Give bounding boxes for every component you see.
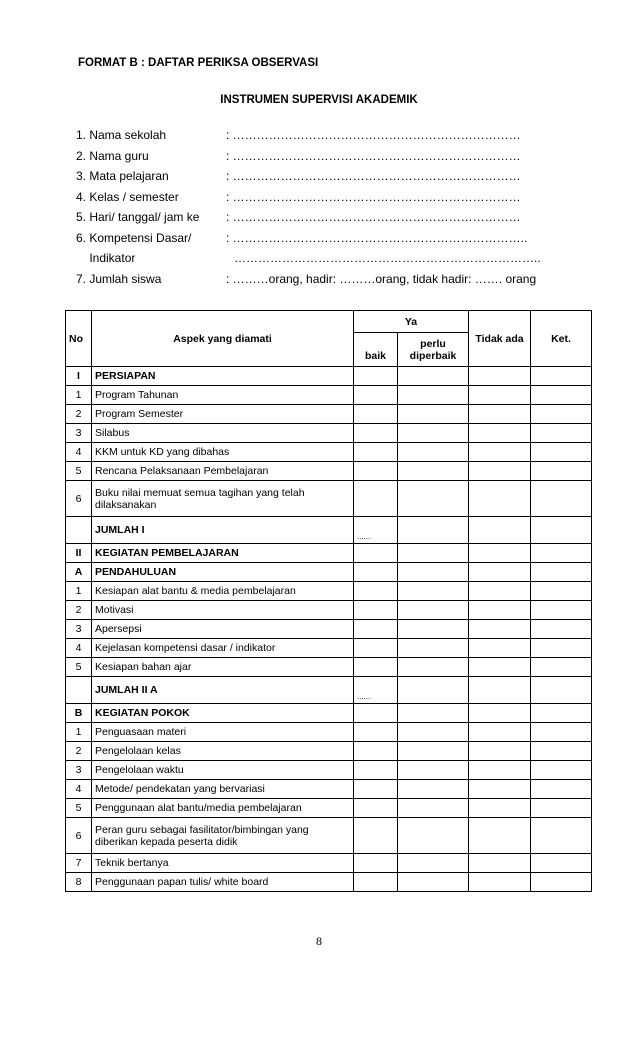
baik-cell[interactable]: [354, 704, 398, 723]
field-label: 6. Kompetensi Dasar/: [76, 230, 192, 245]
ket-cell[interactable]: [531, 386, 592, 405]
field-value: : ………………………………………………………………: [226, 128, 521, 142]
perlu-cell[interactable]: [398, 424, 469, 443]
row-number: [66, 517, 92, 544]
table-row: [66, 742, 592, 761]
table-row: [66, 544, 592, 563]
table-row: [66, 582, 592, 601]
header-tidak-ada: Tidak ada: [469, 311, 531, 367]
baik-cell[interactable]: [354, 386, 398, 405]
row-number: 4: [66, 639, 92, 658]
row-aspect: Pengelolaan kelas: [92, 742, 354, 761]
baik-cell[interactable]: [354, 658, 398, 677]
field-row: [76, 190, 576, 211]
row-number: 1: [66, 582, 92, 601]
header-baik: baik: [354, 333, 398, 367]
table-row: [66, 780, 592, 799]
baik-cell[interactable]: [354, 818, 398, 854]
baik-cell[interactable]: [354, 799, 398, 818]
ket-cell[interactable]: [531, 582, 592, 601]
tidak-ada-cell[interactable]: [469, 761, 531, 780]
row-number: 6: [66, 818, 92, 854]
field-label: Indikator: [76, 251, 136, 265]
tidak-ada-cell[interactable]: [469, 873, 531, 892]
field-row: [76, 231, 576, 252]
table-row: [66, 601, 592, 620]
row-aspect: KKM untuk KD yang dibahas: [92, 443, 354, 462]
baik-cell[interactable]: [354, 873, 398, 892]
baik-cell[interactable]: [354, 462, 398, 481]
tidak-ada-cell[interactable]: [469, 742, 531, 761]
tidak-ada-cell[interactable]: [469, 620, 531, 639]
ket-cell[interactable]: [531, 481, 592, 517]
ket-cell[interactable]: [531, 367, 592, 386]
header-ya: Ya: [354, 311, 469, 333]
ket-cell[interactable]: [531, 405, 592, 424]
field-value: : ………………………………………………………………: [226, 169, 521, 183]
field-label: 5. Hari/ tanggal/ jam ke: [76, 210, 200, 224]
field-label: 2. Nama guru: [76, 148, 149, 163]
baik-cell[interactable]: [354, 639, 398, 658]
row-aspect: KEGIATAN POKOK: [92, 704, 354, 723]
tidak-ada-cell[interactable]: [469, 723, 531, 742]
tidak-ada-cell[interactable]: [469, 818, 531, 854]
tidak-ada-cell[interactable]: [469, 424, 531, 443]
baik-cell[interactable]: [354, 563, 398, 582]
table-row: [66, 677, 592, 704]
baik-cell[interactable]: [354, 405, 398, 424]
row-number: 1: [66, 386, 92, 405]
field-label: 1. Nama sekolah: [76, 128, 167, 142]
tidak-ada-cell[interactable]: [469, 544, 531, 563]
field-value: …………………………………………………………………..: [234, 251, 541, 265]
row-aspect: Kesiapan bahan ajar: [92, 658, 354, 677]
baik-cell[interactable]: [354, 761, 398, 780]
row-number: 5: [66, 462, 92, 481]
row-aspect: Kesiapan alat bantu & media pembelajaran: [92, 582, 354, 601]
perlu-cell[interactable]: [398, 620, 469, 639]
row-number: [66, 677, 92, 704]
format-title: FORMAT B : DAFTAR PERIKSA OBSERVASI: [78, 57, 319, 69]
perlu-cell[interactable]: [398, 563, 469, 582]
baik-cell[interactable]: [354, 601, 398, 620]
tidak-ada-cell[interactable]: [469, 443, 531, 462]
row-aspect: Buku nilai memuat semua tagihan yang telah dilaksanakan: [92, 481, 354, 517]
row-aspect: Penguasaan materi: [92, 723, 354, 742]
baik-cell[interactable]: [354, 367, 398, 386]
table-row: [66, 405, 592, 424]
baik-cell[interactable]: [354, 780, 398, 799]
table-row: [66, 481, 592, 517]
header-ket: Ket.: [531, 311, 592, 367]
ket-cell[interactable]: [531, 563, 592, 582]
row-aspect: Program Tahunan: [92, 386, 354, 405]
row-aspect: Silabus: [92, 424, 354, 443]
perlu-cell[interactable]: [398, 761, 469, 780]
perlu-cell[interactable]: [398, 386, 469, 405]
table-row: [66, 443, 592, 462]
table-row: [66, 367, 592, 386]
baik-cell[interactable]: [354, 424, 398, 443]
perlu-cell[interactable]: [398, 367, 469, 386]
row-number: 2: [66, 601, 92, 620]
ket-cell[interactable]: [531, 723, 592, 742]
perlu-cell[interactable]: [398, 723, 469, 742]
tidak-ada-cell[interactable]: [469, 601, 531, 620]
tidak-ada-cell[interactable]: [469, 854, 531, 873]
perlu-cell[interactable]: [398, 639, 469, 658]
perlu-cell[interactable]: [398, 818, 469, 854]
baik-cell[interactable]: ......: [354, 677, 398, 704]
ket-cell[interactable]: [531, 517, 592, 544]
row-aspect: Metode/ pendekatan yang bervariasi: [92, 780, 354, 799]
perlu-cell[interactable]: [398, 481, 469, 517]
row-number: I: [66, 367, 92, 386]
perlu-cell[interactable]: [398, 742, 469, 761]
row-aspect: JUMLAH I: [92, 517, 354, 544]
row-number: 8: [66, 873, 92, 892]
ket-cell[interactable]: [531, 799, 592, 818]
row-aspect: PERSIAPAN: [92, 367, 354, 386]
row-aspect: Peran guru sebagai fasilitator/bimbingan yang diberikan kepada peserta didik: [92, 818, 354, 854]
row-aspect: Apersepsi: [92, 620, 354, 639]
tidak-ada-cell[interactable]: [469, 704, 531, 723]
baik-cell[interactable]: [354, 854, 398, 873]
row-aspect: Penggunaan papan tulis/ white board: [92, 873, 354, 892]
ket-cell[interactable]: [531, 620, 592, 639]
table-row: [66, 620, 592, 639]
field-label: 4. Kelas / semester: [76, 189, 179, 204]
tidak-ada-cell[interactable]: [469, 677, 531, 704]
perlu-cell[interactable]: [398, 582, 469, 601]
row-number: B: [66, 704, 92, 723]
baik-cell[interactable]: [354, 723, 398, 742]
tidak-ada-cell[interactable]: [469, 639, 531, 658]
ket-cell[interactable]: [531, 818, 592, 854]
perlu-cell[interactable]: [398, 517, 469, 544]
field-row: [76, 210, 576, 231]
perlu-cell[interactable]: [398, 854, 469, 873]
row-aspect: Pengelolaan waktu: [92, 761, 354, 780]
header-no: No: [66, 311, 92, 367]
ket-cell[interactable]: [531, 854, 592, 873]
field-row: [76, 272, 576, 293]
row-aspect: Teknik bertanya: [92, 854, 354, 873]
tidak-ada-cell[interactable]: [469, 462, 531, 481]
table-row: [66, 563, 592, 582]
table-row: [66, 704, 592, 723]
ket-cell[interactable]: [531, 761, 592, 780]
baik-cell[interactable]: [354, 443, 398, 462]
row-number: 5: [66, 799, 92, 818]
field-label: 3. Mata pelajaran: [76, 169, 169, 183]
row-aspect: Kejelasan kompetensi dasar / indikator: [92, 639, 354, 658]
table-row: [66, 658, 592, 677]
ket-cell[interactable]: [531, 462, 592, 481]
tidak-ada-cell[interactable]: [469, 582, 531, 601]
document-title: INSTRUMEN SUPERVISI AKADEMIK: [220, 94, 418, 106]
row-number: 3: [66, 761, 92, 780]
row-aspect: JUMLAH II A: [92, 677, 354, 704]
row-number: II: [66, 544, 92, 563]
row-aspect: Penggunaan alat bantu/media pembelajaran: [92, 799, 354, 818]
table-row: [66, 723, 592, 742]
perlu-cell[interactable]: [398, 677, 469, 704]
tidak-ada-cell[interactable]: [469, 658, 531, 677]
table-row: [66, 517, 592, 544]
baik-cell[interactable]: [354, 481, 398, 517]
row-aspect: Rencana Pelaksanaan Pembelajaran: [92, 462, 354, 481]
row-number: 3: [66, 424, 92, 443]
field-row: [76, 251, 576, 272]
ket-cell[interactable]: [531, 780, 592, 799]
field-value: : ………………………………………………………………: [226, 148, 521, 163]
baik-cell[interactable]: [354, 582, 398, 601]
row-aspect: KEGIATAN PEMBELAJARAN: [92, 544, 354, 563]
observation-table: [65, 310, 592, 892]
perlu-cell[interactable]: [398, 405, 469, 424]
perlu-cell[interactable]: [398, 873, 469, 892]
row-number: A: [66, 563, 92, 582]
row-number: 7: [66, 854, 92, 873]
page-number: 8: [316, 934, 322, 948]
identity-fields: [76, 128, 576, 292]
row-aspect: PENDAHULUAN: [92, 563, 354, 582]
tidak-ada-cell[interactable]: [469, 481, 531, 517]
perlu-cell[interactable]: [398, 704, 469, 723]
perlu-cell[interactable]: [398, 544, 469, 563]
tidak-ada-cell[interactable]: [469, 799, 531, 818]
field-value: : ………orang, hadir: ………orang, tidak hadir: ……. orang: [226, 271, 537, 286]
table-row: [66, 386, 592, 405]
field-value: : ………………………………………………………………..: [226, 230, 528, 245]
field-row: [76, 149, 576, 170]
perlu-cell[interactable]: [398, 799, 469, 818]
tidak-ada-cell[interactable]: [469, 405, 531, 424]
field-value: : ………………………………………………………………: [226, 189, 521, 204]
table-row: [66, 818, 592, 854]
ket-cell[interactable]: [531, 677, 592, 704]
row-number: 2: [66, 742, 92, 761]
table-row: [66, 424, 592, 443]
ket-cell[interactable]: [531, 639, 592, 658]
baik-cell[interactable]: [354, 544, 398, 563]
ket-cell[interactable]: [531, 742, 592, 761]
table-row: [66, 799, 592, 818]
table-row: [66, 462, 592, 481]
row-number: 2: [66, 405, 92, 424]
perlu-cell[interactable]: [398, 658, 469, 677]
row-number: 4: [66, 780, 92, 799]
row-aspect: Motivasi: [92, 601, 354, 620]
tidak-ada-cell[interactable]: [469, 563, 531, 582]
baik-cell[interactable]: ......: [354, 517, 398, 544]
ket-cell[interactable]: [531, 658, 592, 677]
row-number: 1: [66, 723, 92, 742]
baik-cell[interactable]: [354, 742, 398, 761]
row-aspect: Program Semester: [92, 405, 354, 424]
table-row: [66, 639, 592, 658]
table-row: [66, 854, 592, 873]
header-perlu-diperbaik: perlu diperbaik: [398, 333, 469, 367]
ket-cell[interactable]: [531, 704, 592, 723]
row-number: 5: [66, 658, 92, 677]
tidak-ada-cell[interactable]: [469, 517, 531, 544]
field-label: 7. Jumlah siswa: [76, 271, 162, 286]
ket-cell[interactable]: [531, 601, 592, 620]
field-row: [76, 128, 576, 149]
perlu-cell[interactable]: [398, 443, 469, 462]
tidak-ada-cell[interactable]: [469, 367, 531, 386]
ket-cell[interactable]: [531, 873, 592, 892]
field-value: : ………………………………………………………………: [226, 210, 521, 224]
ket-cell[interactable]: [531, 544, 592, 563]
header-aspek: Aspek yang diamati: [92, 311, 354, 367]
perlu-cell[interactable]: [398, 601, 469, 620]
baik-cell[interactable]: [354, 620, 398, 639]
row-number: 6: [66, 481, 92, 517]
row-number: 4: [66, 443, 92, 462]
field-row: [76, 169, 576, 190]
ket-cell[interactable]: [531, 443, 592, 462]
table-row: [66, 873, 592, 892]
ket-cell[interactable]: [531, 424, 592, 443]
row-number: 3: [66, 620, 92, 639]
tidak-ada-cell[interactable]: [469, 780, 531, 799]
tidak-ada-cell[interactable]: [469, 386, 531, 405]
perlu-cell[interactable]: [398, 780, 469, 799]
table-row: [66, 761, 592, 780]
perlu-cell[interactable]: [398, 462, 469, 481]
